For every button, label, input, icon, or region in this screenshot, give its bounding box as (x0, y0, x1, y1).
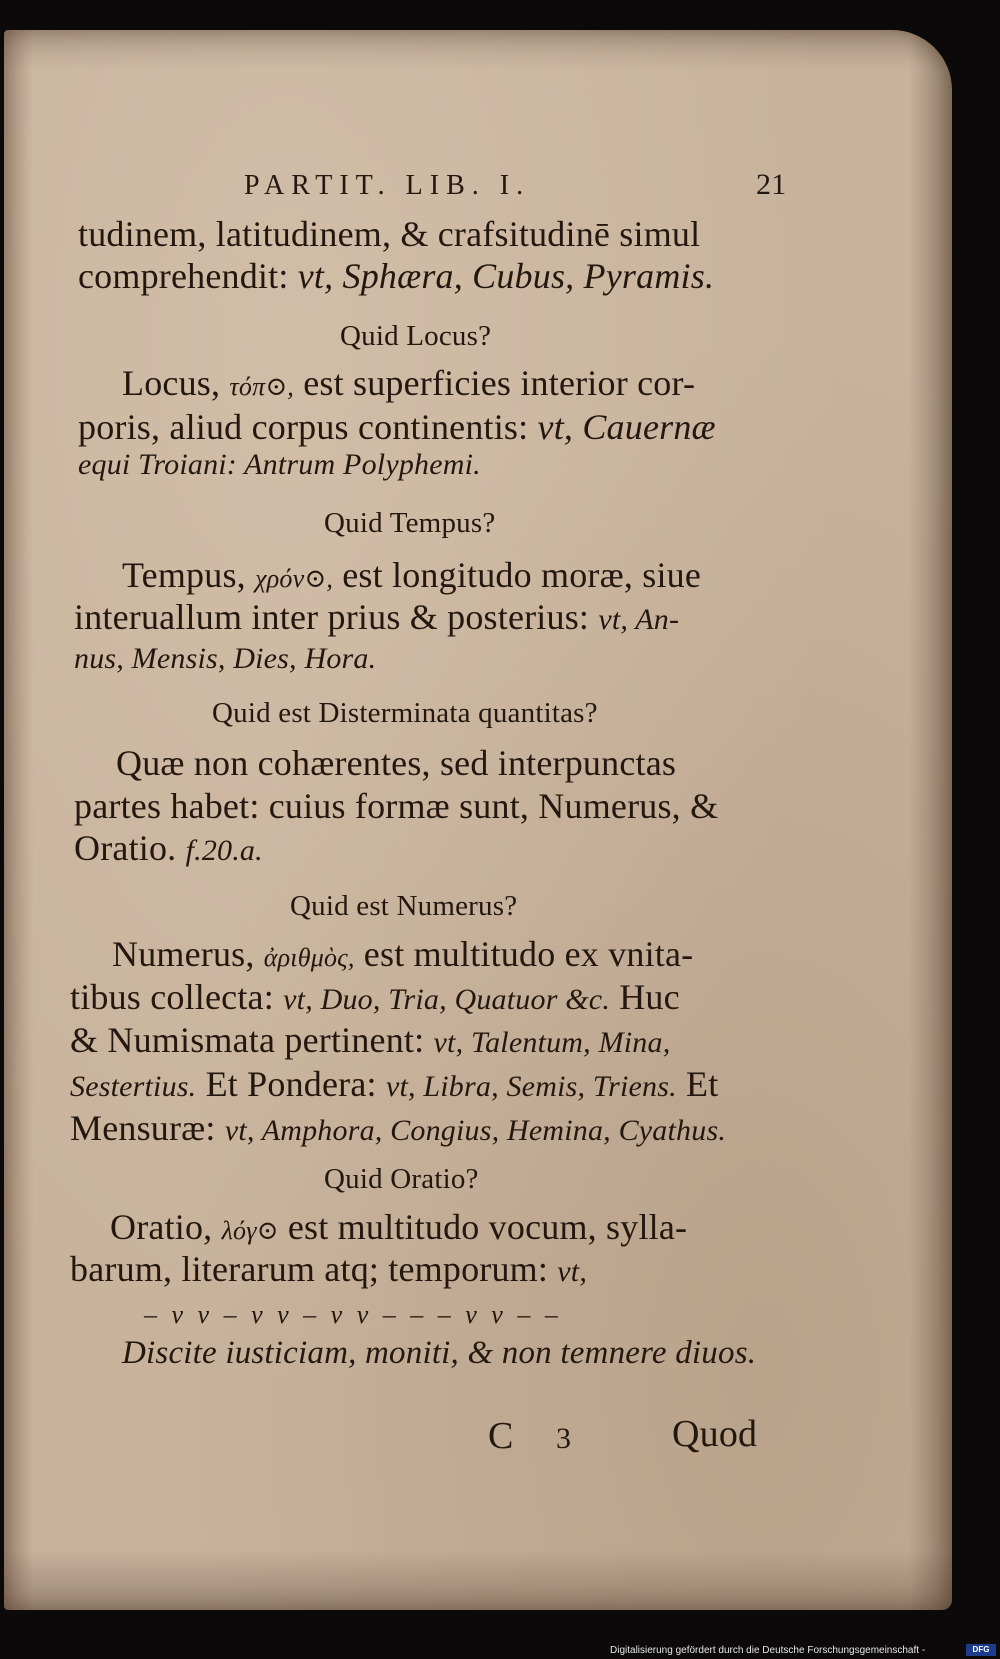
text-line: partes habet: cuius formæ sunt, Numerus, & (74, 786, 719, 826)
book-page (4, 30, 952, 1610)
text-line: comprehendit: vt, Sphæra, Cubus, Pyramis. (78, 256, 715, 296)
text-line: Sestertius. Et Pondera: vt, Libra, Semis, Triens. Et (70, 1064, 719, 1104)
text-line: Oratio. f.20.a. (74, 828, 263, 868)
question-heading: Quid est Disterminata quantitas? (212, 697, 598, 729)
text-line: Oratio, λόγ⊙ est multitudo vocum, sylla- (110, 1207, 688, 1247)
meter-marks: – v v – v v – v v – – – v v – – (144, 1300, 562, 1329)
signature-number: 3 (556, 1422, 572, 1455)
text-line: Locus, τόπ⊙, est superficies interior cor- (122, 363, 696, 403)
page-number: 21 (756, 168, 787, 201)
verse-line: Discite iusticiam, moniti, & non temnere diuos. (122, 1335, 757, 1371)
catchword: Quod (672, 1413, 758, 1455)
text-line: & Numismata pertinent: vt, Talentum, Mina, (70, 1020, 671, 1060)
question-heading: Quid Tempus? (324, 507, 496, 539)
text-line: barum, literarum atq; temporum: vt, (70, 1249, 588, 1289)
text-line: interuallum inter prius & posterius: vt, An- (74, 597, 680, 637)
question-heading: Quid est Numerus? (290, 890, 518, 922)
text-line: Quæ non cohærentes, sed interpunctas (116, 743, 677, 783)
text-line: Mensuræ: vt, Amphora, Congius, Hemina, Cyathus. (70, 1108, 727, 1148)
text-line: equi Troiani: Antrum Polyphemi. (78, 448, 481, 481)
dfg-logo: DFG (966, 1644, 996, 1656)
running-head: PARTIT. LIB. I. (244, 170, 531, 201)
text-line: nus, Mensis, Dies, Hora. (74, 642, 377, 675)
text-line: poris, aliud corpus continentis: vt, Cauernæ (78, 407, 716, 447)
digitization-credit: Digitalisierung gefördert durch die Deutsche Forschungsgemeinschaft - (610, 1645, 926, 1656)
signature-mark: C (488, 1415, 514, 1457)
question-heading: Quid Oratio? (324, 1163, 479, 1195)
text-line: tudinem, latitudinem, & crafsitudinē simul (78, 214, 701, 254)
text-line: tibus collecta: vt, Duo, Tria, Quatuor &c. Huc (70, 977, 680, 1017)
text-line: Tempus, χρόν⊙, est longitudo moræ, siue (122, 555, 702, 595)
question-heading: Quid Locus? (340, 320, 492, 352)
text-line: Numerus, ἀριθμὸς, est multitudo ex vnita- (112, 934, 694, 974)
